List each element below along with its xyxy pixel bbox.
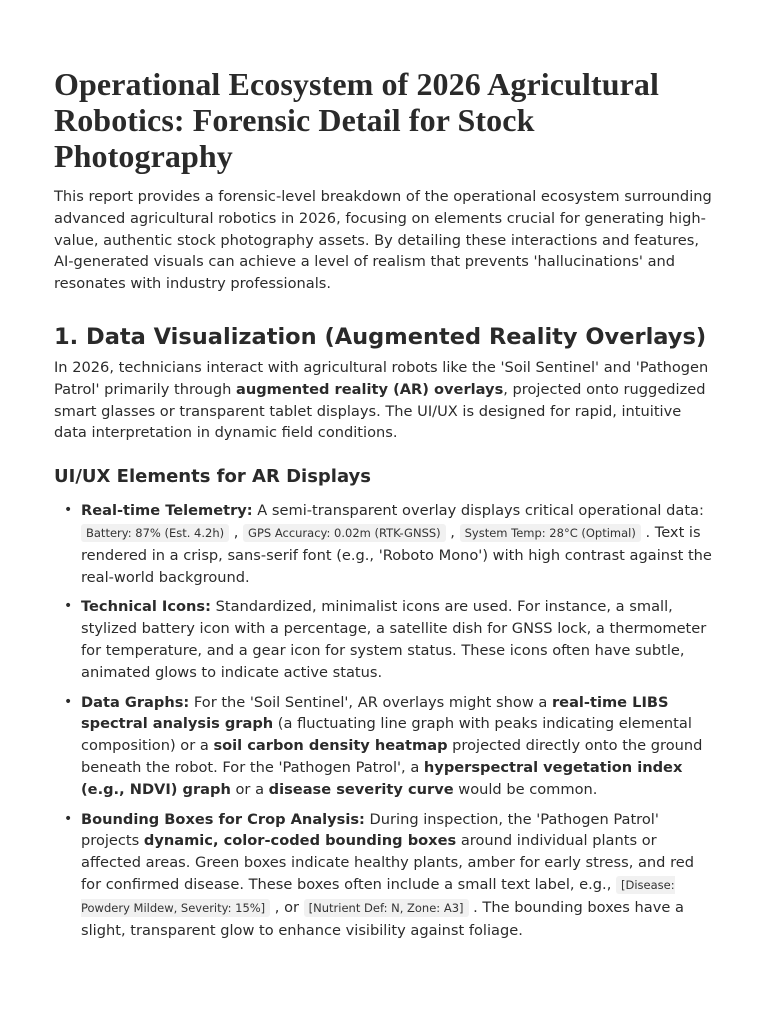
bold-term: dynamic, color-coded bounding boxes: [143, 832, 457, 850]
text-run: During inspection, the 'Pathogen Patrol' projects: [81, 810, 659, 850]
item-label: Bounding Boxes for Crop Analysis:: [81, 810, 365, 828]
section-heading-data-visualization: 1. Data Visualization (Augmented Reality Overlays): [54, 323, 707, 350]
bullet-icon: •: [64, 598, 73, 615]
intro-paragraph: This report provides a forensic-level breakdown of the operational ecosystem surrounding advanced agricultural robotics in 2026, focusing on elements crucial for generating high-value, authentic stock photography assets. By detailing these interactions and features, AI-generated visuals can achieve a level of realism that prevents 'hallucinations' and resonates with industry professionals.: [54, 188, 712, 293]
item-label: Real-time Telemetry:: [81, 502, 253, 520]
list-item-telemetry: [54, 500, 714, 588]
page-title: Operational Ecosystem of 2026 Agricultural Robotics: Forensic Detail for Stock Photography: [54, 66, 660, 174]
text-run: around individual plants or affected areas. Green boxes indicate healthy plants, amber for early stress, and red for confirmed disease. These boxes often include a small text label, e.g.,: [81, 832, 695, 893]
bullet-icon: •: [64, 502, 73, 519]
text-run: , or: [270, 898, 304, 916]
bold-term: hyperspectral vegetation index (e.g., NDVI) graph: [81, 758, 683, 798]
subheading-ui-ux-elements: UI/UX Elements for AR Displays: [54, 466, 372, 488]
bullet-icon: •: [64, 693, 73, 710]
text-run: A semi-transparent overlay displays critical operational data:: [252, 502, 704, 520]
list-item-icons: [54, 596, 714, 683]
bold-term: real-time LIBS spectral analysis graph: [81, 693, 669, 733]
inline-code: GPS Accuracy: 0.02m (RTK-GNSS): [243, 524, 446, 542]
bold-term: soil carbon density heatmap: [213, 737, 448, 755]
text-run: (a fluctuating line graph with peaks indicating elemental composition) or a: [81, 715, 692, 755]
feature-list: [54, 500, 714, 941]
text-run: . Text is rendered in a crisp, sans-serif font (e.g., 'Roboto Mono') with high contrast against the real-world background.: [81, 523, 712, 586]
text-run: would be common.: [453, 780, 598, 798]
item-label: Technical Icons:: [81, 598, 211, 616]
inline-code: System Temp: 28°C (Optimal): [460, 524, 641, 542]
text-run: ,: [445, 523, 460, 541]
bold-term: disease severity curve: [268, 780, 454, 798]
text-run: Standardized, minimalist icons are used. For instance, a small, stylized battery icon with a percentage, a satellite dish for GNSS lock, a thermometer for temperature, and a gear icon for system status. These icons often have subtle, animated glows to indicate active status.: [81, 598, 707, 681]
text-run: or a: [230, 780, 269, 798]
text-run: . The bounding boxes have a slight, transparent glow to enhance visibility against foliage.: [81, 898, 684, 939]
text-run: , projected onto ruggedized smart glasses or transparent tablet displays. The UI/UX is designed for rapid, intuitive data interpretation in dynamic field conditions.: [54, 380, 706, 442]
bullet-icon: •: [64, 810, 73, 827]
list-item-bounding-boxes: [54, 809, 714, 942]
text-run: For the 'Soil Sentinel', AR overlays might show a: [189, 693, 552, 711]
list-item-graphs: [54, 692, 714, 801]
inline-code: [Disease: Powdery Mildew, Severity: 15%]: [81, 877, 675, 915]
text-run: projected directly onto the ground beneath the robot. For the 'Pathogen Patrol', a: [81, 737, 703, 776]
item-label: Data Graphs:: [81, 693, 190, 711]
section-intro-paragraph: [54, 357, 714, 444]
inline-code: [Nutrient Def: N, Zone: A3]: [304, 899, 469, 917]
bold-term: augmented reality (AR) overlays: [235, 380, 504, 398]
text-run: In 2026, technicians interact with agricultural robots like the 'Soil Sentinel' and 'Pathogen Patrol' primarily through: [54, 358, 709, 398]
inline-code: Battery: 87% (Est. 4.2h): [81, 524, 229, 542]
text-run: ,: [229, 523, 244, 541]
